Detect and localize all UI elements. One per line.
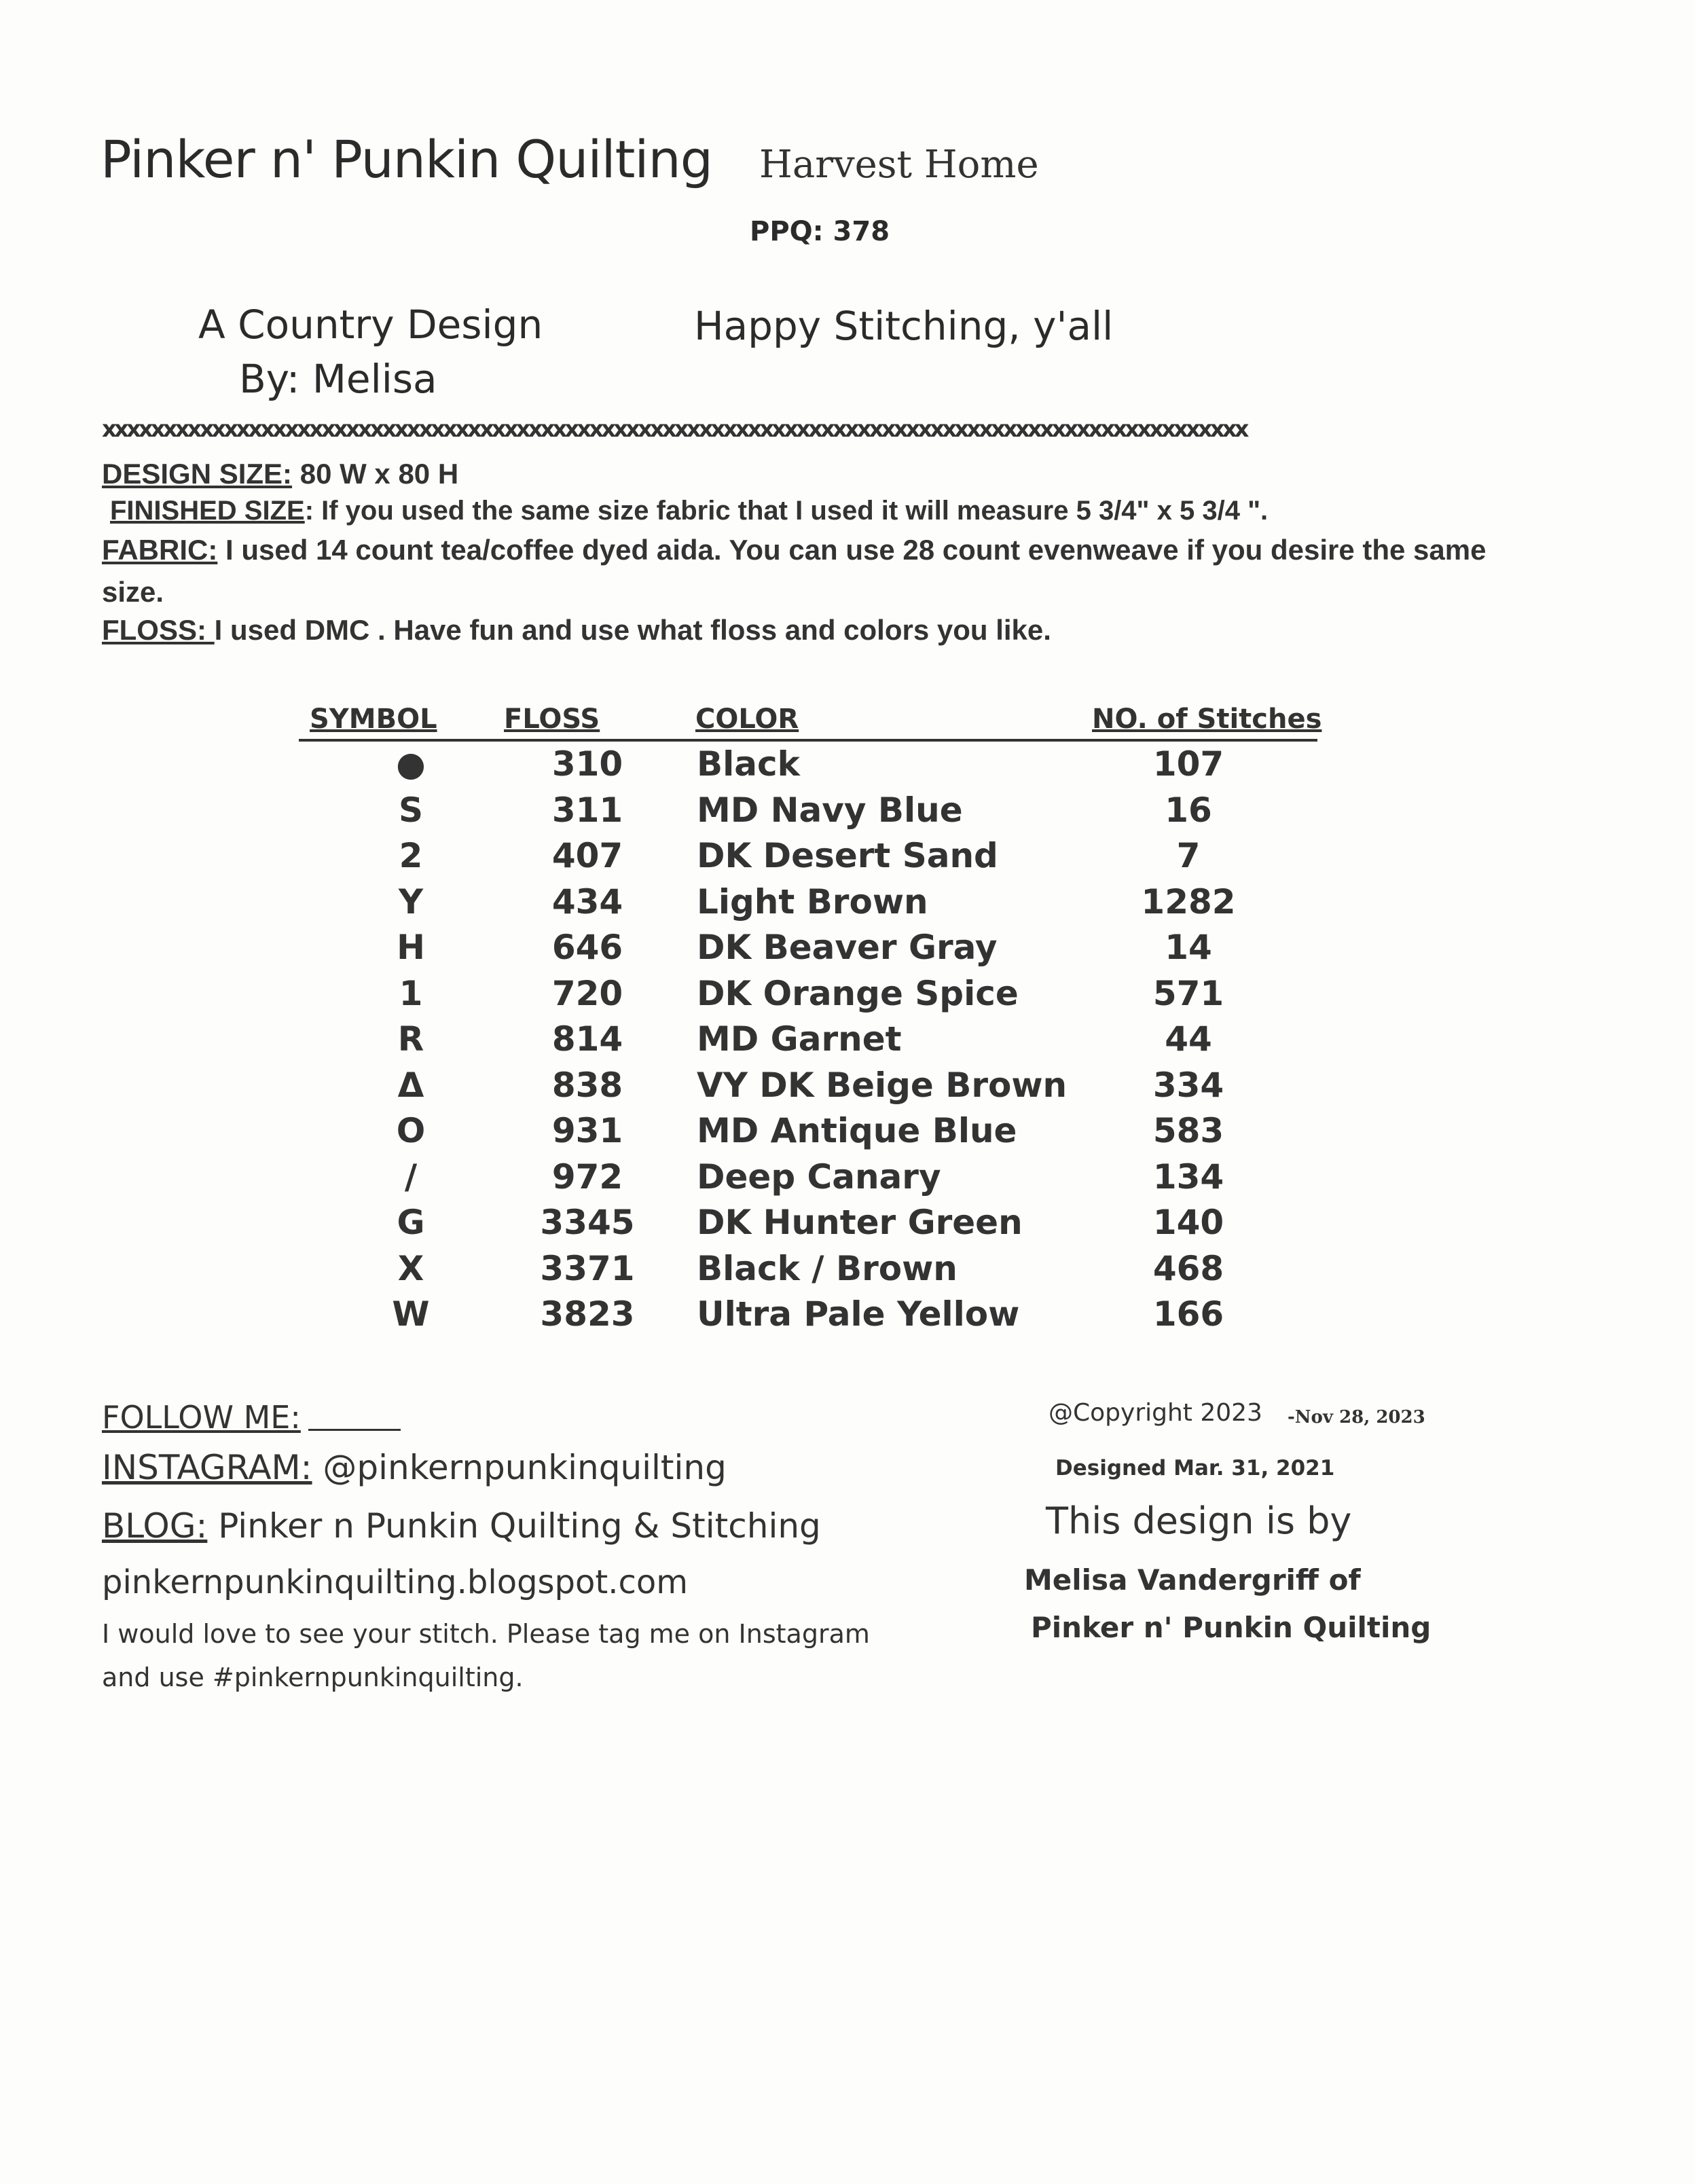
symbol-cell: G [397,1203,425,1242]
table-row [299,1203,1317,1249]
symbol-cell: S [398,790,423,830]
table-row [299,1249,1317,1295]
floss-table [299,744,1317,1341]
design-by: This design is by [1046,1499,1352,1542]
floss [102,614,1051,647]
table-row [299,1157,1317,1203]
floss-cell: 931 [551,1111,623,1150]
table-row [299,790,1317,837]
stitches-cell: 7 [1176,836,1201,875]
stitches-cell: 468 [1152,1248,1224,1288]
stitches-cell: 107 [1152,744,1224,784]
blog-label: BLOG: [102,1506,208,1546]
designed-date: Designed Mar. 31, 2021 [1055,1456,1335,1480]
floss-cell: 3823 [540,1294,635,1334]
table-row [299,1066,1317,1112]
blog-url-link[interactable]: pinkernpunkinquilting.blogspot.com [102,1563,688,1601]
fabric-continued: size. [102,576,164,608]
symbol-cell: Δ [397,1065,424,1105]
page-title: Pinker n' Punkin Quilting [101,129,712,189]
greeting: Happy Stitching, y'all [694,303,1114,349]
finished-size-value: : If you used the same size fabric that I used it will measure 5 3/4" x 5 3/4 ". [304,496,1269,526]
color-cell: Black [697,744,800,784]
floss-cell: 972 [551,1157,623,1197]
design-size [102,458,458,490]
floss-cell: 3371 [540,1248,635,1288]
table-row [299,928,1317,974]
symbol-cell: ● [396,744,426,784]
stitches-cell: 134 [1152,1157,1224,1197]
floss-cell: 407 [551,836,623,875]
finished-size-label: FINISHED SIZE [110,496,305,526]
floss-cell: 311 [551,790,623,830]
floss-cell: 814 [551,1019,623,1059]
color-cell: Ultra Pale Yellow [697,1294,1020,1334]
fabric-value: I used 14 count tea/coffee dyed aida. You can use 28 count evenweave if you desire the same [217,534,1487,566]
instagram-line [102,1448,727,1487]
color-cell: MD Navy Blue [697,790,963,830]
pattern-number: PPQ: 378 [750,216,890,247]
stitches-cell: 571 [1152,973,1224,1013]
instagram-label: INSTAGRAM: [102,1448,312,1487]
tag-note-line-1: I would love to see your stitch. Please tag me on Instagram [102,1619,870,1649]
company-name: Pinker n' Punkin Quilting [1031,1611,1432,1644]
color-cell: DK Orange Spice [697,973,1019,1013]
header-floss: FLOSS [504,704,600,735]
symbol-cell: 2 [399,836,423,875]
stitches-cell: 334 [1152,1065,1224,1105]
table-row [299,974,1317,1020]
table-row [299,1294,1317,1341]
floss-cell: 434 [551,881,623,922]
color-cell: MD Antique Blue [697,1111,1017,1150]
symbol-cell: W [392,1294,430,1334]
color-cell: MD Garnet [697,1019,902,1059]
pattern-name: Harvest Home [759,143,1039,187]
byline: By: Melisa [239,356,437,402]
copyright: @Copyright 2023 [1049,1399,1262,1427]
table-row [299,882,1317,928]
floss-cell: 838 [551,1065,623,1105]
stitches-cell: 44 [1165,1019,1212,1059]
fabric-label: FABRIC: [102,534,218,566]
stitches-cell: 140 [1152,1203,1224,1242]
symbol-cell: / [404,1157,418,1197]
stitches-cell: 14 [1165,928,1212,967]
blog-line [102,1506,821,1546]
blog-name: Pinker n Punkin Quilting & Stitching [207,1506,821,1546]
header-symbol: SYMBOL [310,704,437,735]
symbol-cell: H [397,928,425,967]
design-size-value: 80 W x 80 H [292,458,459,490]
designer-name: Melisa Vandergriff of [1024,1563,1361,1597]
stitches-cell: 1282 [1141,881,1236,922]
floss-cell: 646 [551,928,623,967]
table-row [299,1111,1317,1157]
floss-cell: 3345 [540,1203,635,1242]
color-cell: DK Beaver Gray [697,928,998,967]
table-row [299,744,1317,790]
design-size-label: DESIGN SIZE: [102,458,293,490]
symbol-cell: O [396,1111,426,1150]
finished-size [110,496,1268,526]
floss-value: I used DMC . Have fun and use what floss and colors you like. [214,614,1051,646]
follow-me-heading: FOLLOW ME: [102,1399,301,1436]
table-header [299,704,1322,742]
stitches-cell: 16 [1165,790,1212,830]
symbol-cell: R [397,1019,424,1059]
revision-date: -Nov 28, 2023 [1288,1407,1425,1427]
stitches-cell: 583 [1152,1111,1224,1150]
color-cell: Deep Canary [697,1157,941,1197]
color-cell: VY DK Beige Brown [697,1065,1068,1105]
header-color: COLOR [695,704,799,735]
follow-underline [308,1429,401,1431]
separator-line: xxxxxxxxxxxxxxxxxxxxxxxxxxxxxxxxxxxxxxxxxxxxxxxxxxxxxxxxxxxxxxxxxxxxxxxxxxxxxxxxxxxxxxxxxxxxxx [102,416,1247,443]
color-cell: DK Hunter Green [697,1203,1023,1242]
instagram-handle[interactable]: @pinkernpunkinquilting [312,1448,727,1487]
floss-label: FLOSS: [102,614,215,646]
color-cell: Black / Brown [697,1248,958,1288]
symbol-cell: X [397,1248,424,1288]
fabric [102,534,1486,566]
header-stitches: NO. of Stitches [1092,704,1322,735]
symbol-cell: 1 [399,973,423,1013]
country-design-label: A Country Design [198,302,543,348]
table-row [299,1019,1317,1066]
floss-cell: 310 [551,744,623,784]
stitches-cell: 166 [1152,1294,1224,1334]
table-row [299,836,1317,882]
floss-cell: 720 [551,973,623,1013]
color-cell: Light Brown [697,881,928,922]
color-cell: DK Desert Sand [697,836,998,875]
symbol-cell: Y [398,881,424,922]
tag-note-line-2: and use #pinkernpunkinquilting. [102,1662,524,1692]
